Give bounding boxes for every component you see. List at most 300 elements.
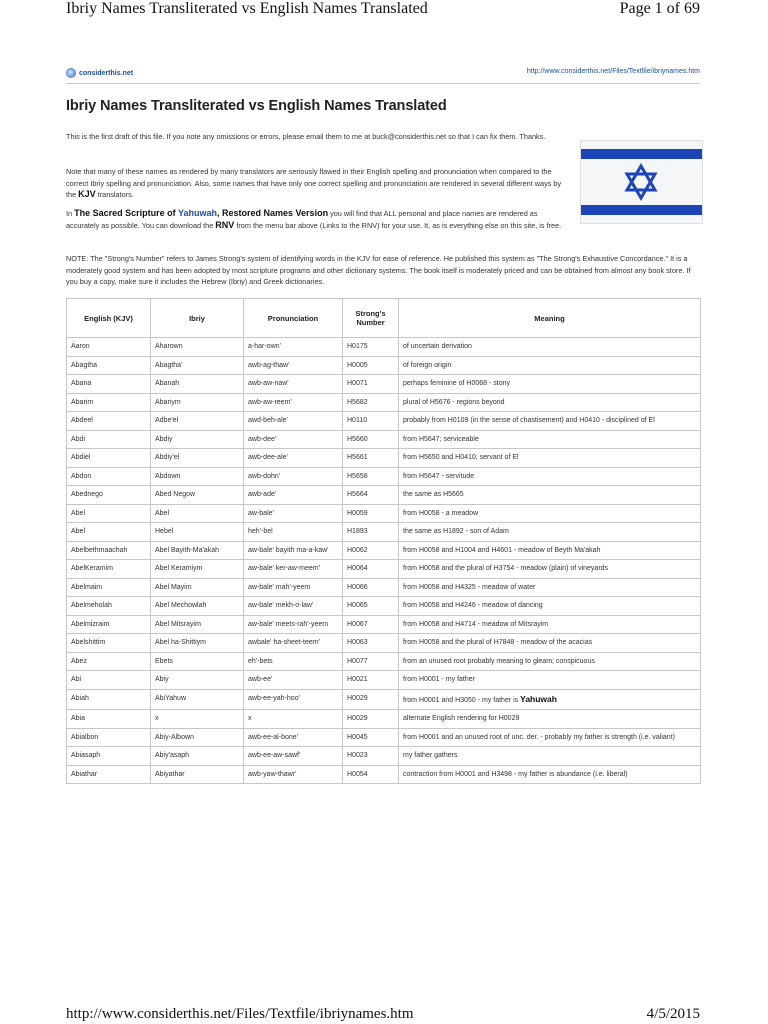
cell-ibriy — [151, 338, 244, 357]
intro-p3-text-a: In — [66, 209, 75, 218]
cell-pronunciation-text: aw-bale' meets-rah'-yeem — [248, 620, 329, 628]
table-row — [67, 652, 701, 671]
table-row — [67, 747, 701, 766]
cell-meaning-text: from H0058 and H4714 - meadow of Mitsrayim — [403, 620, 549, 628]
cell-strongs-text: H0066 — [347, 583, 368, 591]
cell-meaning-text: from H0001 - my father — [403, 676, 475, 683]
cell-english — [67, 523, 151, 542]
cell-meaning — [399, 356, 701, 375]
page-url-link[interactable]: http://www.considerthis.net/Files/Textfile/ibriynames.htm — [526, 68, 700, 75]
names-table — [66, 298, 701, 784]
cell-meaning-text: from H5647; serviceable — [403, 435, 479, 443]
cell-ibriy-text: Abel Keramiym — [155, 565, 203, 572]
cell-pronunciation-text: aw-bale' mah'-yeem — [248, 583, 311, 591]
cell-ibriy — [151, 467, 244, 486]
intro-p2-text-b: translators. — [95, 190, 134, 199]
cell-strongs-text: H0175 — [347, 343, 368, 350]
cell-ibriy-text: Adbe'el — [155, 417, 179, 424]
cell-pronunciation — [244, 449, 343, 468]
table-row — [67, 615, 701, 634]
footer-date: 4/5/2015 — [646, 1006, 700, 1022]
cell-strongs-text: H0071 — [347, 380, 368, 387]
cell-strongs-text: H5682 — [347, 398, 368, 406]
cell-ibriy-text: Abel Mitsrayim — [155, 620, 201, 628]
cell-pronunciation-text: awb-ee-aw-sawf' — [248, 752, 301, 759]
cell-strongs-text: H0065 — [347, 602, 368, 609]
intro-paragraph-2 — [66, 166, 566, 201]
cell-english-text: Abednego — [71, 491, 103, 498]
cell-pronunciation-text: awb-dee-ale' — [248, 454, 288, 461]
cell-english-text: Abelbethmaachah — [71, 546, 128, 554]
flag-stripe-bottom — [581, 205, 702, 215]
intro-paragraph-1: This is the first draft of this file. If you note any omissions or errors, please email them to me at buck@considerthis.net so that I can fix them. Thanks. — [66, 132, 546, 141]
cell-english-text: Abelmizraim — [71, 620, 110, 628]
cell-english — [67, 578, 151, 597]
table-row — [67, 728, 701, 747]
cell-meaning — [399, 541, 701, 560]
cell-strongs-text: H0062 — [347, 546, 368, 554]
cell-english-text: Abana — [71, 380, 92, 387]
table-row — [67, 671, 701, 690]
print-header — [0, 0, 768, 22]
cell-ibriy — [151, 486, 244, 505]
cell-ibriy — [151, 504, 244, 523]
cell-ibriy — [151, 710, 244, 729]
cell-strongs — [343, 747, 399, 766]
cell-english-text: Abez — [71, 657, 87, 665]
cell-english-text: Abdi — [71, 435, 86, 443]
cell-meaning — [399, 375, 701, 394]
cell-strongs — [343, 541, 399, 560]
footer-url: http://www.considerthis.net/Files/Textfile/ibriynames.htm — [66, 1006, 414, 1022]
cell-pronunciation — [244, 393, 343, 412]
cell-pronunciation-text: awb-aw-naw' — [248, 380, 289, 387]
kjv-abbrev: KJV — [78, 189, 96, 199]
cell-strongs — [343, 560, 399, 579]
table-body — [67, 338, 701, 784]
cell-pronunciation — [244, 615, 343, 634]
cell-pronunciation-text: x — [248, 715, 252, 722]
flag-stripe-top — [581, 149, 702, 159]
cell-ibriy — [151, 541, 244, 560]
cell-meaning — [399, 486, 701, 505]
cell-meaning — [399, 560, 701, 579]
globe-icon — [66, 68, 76, 78]
cell-ibriy-text: Abed Negow — [155, 491, 196, 498]
table-row — [67, 504, 701, 523]
cell-pronunciation-text: awbale' ha-sheet-teem' — [248, 639, 320, 646]
cell-pronunciation-text: awb-aw-reem' — [248, 398, 292, 406]
cell-pronunciation-text: eh'-bets — [248, 657, 273, 665]
cell-ibriy — [151, 578, 244, 597]
cell-strongs-text: H0045 — [347, 733, 368, 741]
cell-meaning-text: from H0001 and an unused root of unc. der. - probably my father is strength (i.e. valiant) — [403, 733, 675, 741]
cell-pronunciation-text: awb-ee-al-bone' — [248, 733, 298, 741]
page-number: Page 1 of 69 — [619, 0, 700, 17]
cell-pronunciation — [244, 652, 343, 671]
cell-ibriy-text: Hebel — [155, 528, 174, 535]
cell-strongs — [343, 597, 399, 616]
cell-meaning-text: contraction from H0001 and H3498 - my father is abundance (i.e. liberal) — [403, 770, 628, 778]
table-row — [67, 541, 701, 560]
cell-strongs — [343, 615, 399, 634]
cell-english — [67, 765, 151, 784]
cell-pronunciation-text: aw-bale' bayith ma-a-kaw' — [248, 546, 329, 554]
cell-strongs-text: H5664 — [347, 491, 368, 498]
cell-meaning-text: from H5647 - servitude — [403, 472, 475, 480]
cell-ibriy-text: Abanah — [155, 380, 180, 387]
cell-english — [67, 393, 151, 412]
star-of-david-icon — [622, 163, 660, 201]
cell-meaning-text: the same as H1892 - son of Adam — [403, 528, 509, 535]
cell-ibriy-text: Abiy'asaph — [155, 752, 190, 759]
table-row — [67, 689, 701, 710]
cell-strongs — [343, 728, 399, 747]
table-row — [67, 597, 701, 616]
cell-meaning — [399, 449, 701, 468]
cell-meaning-text: of foreign origin — [403, 361, 452, 369]
yahuwah-name: Yahuwah — [178, 208, 218, 218]
cell-strongs — [343, 375, 399, 394]
header-ibriy: Ibriy — [151, 299, 244, 338]
cell-english — [67, 689, 151, 710]
cell-ibriy — [151, 689, 244, 710]
cell-english — [67, 486, 151, 505]
cell-meaning — [399, 747, 701, 766]
cell-strongs-text: H0077 — [347, 657, 368, 665]
cell-ibriy-text: Abiyathar — [155, 770, 185, 778]
cell-meaning-text: from H0058 and the plural of H7848 - meadow of the acacias — [403, 639, 593, 646]
cell-meaning-text: my father gathers — [403, 752, 458, 759]
cell-ibriy-text: x — [155, 715, 159, 722]
cell-english — [67, 412, 151, 431]
table-row — [67, 430, 701, 449]
cell-meaning-text: from H0058 and H4246 - meadow of dancing — [403, 602, 543, 609]
cell-english — [67, 504, 151, 523]
cell-ibriy-text: AbiYahuw — [155, 694, 187, 702]
cell-english-text: Abarim — [71, 398, 94, 406]
cell-english — [67, 338, 151, 357]
cell-pronunciation — [244, 597, 343, 616]
cell-meaning-text: from H5650 and H0410; servant of El — [403, 454, 519, 461]
cell-ibriy — [151, 356, 244, 375]
table-row — [67, 356, 701, 375]
cell-ibriy-text: Abariym — [155, 398, 181, 406]
cell-meaning-text: from an unused root probably meaning to gleam; conspicuous — [403, 657, 595, 665]
cell-english-text: Aaron — [71, 343, 90, 350]
cell-meaning-text: plural of H5676 - regions beyond — [403, 398, 505, 406]
table-row — [67, 523, 701, 542]
cell-pronunciation-text: aw-bale' mekh-o-law' — [248, 602, 314, 609]
cell-meaning-text: of uncertain derivation — [403, 343, 472, 350]
cell-meaning-text: from H0001 and H3050 - my father is — [403, 696, 521, 704]
cell-pronunciation — [244, 523, 343, 542]
cell-pronunciation — [244, 375, 343, 394]
table-row — [67, 710, 701, 729]
cell-meaning — [399, 652, 701, 671]
cell-english-text: Abiah — [71, 694, 89, 702]
table-row — [67, 560, 701, 579]
intro-paragraph-3 — [66, 208, 566, 231]
cell-meaning-text: probably from H0109 (in the sense of chastisement) and H0410 - disciplined of El — [403, 417, 655, 424]
cell-pronunciation-text: awb-dohn' — [248, 472, 281, 480]
table-row — [67, 765, 701, 784]
cell-meaning — [399, 578, 701, 597]
cell-pronunciation — [244, 578, 343, 597]
cell-strongs — [343, 523, 399, 542]
cell-pronunciation-text: awb-yaw-thawr' — [248, 770, 297, 778]
cell-ibriy-text: Abdown — [155, 472, 181, 480]
cell-meaning — [399, 671, 701, 690]
site-logo-text: considerthis.net — [79, 69, 134, 77]
intro-p3-text-c: from the menu bar above (Links to the RNV) for your use. It, as is everything else on this site, is free. — [234, 220, 562, 230]
cell-pronunciation — [244, 671, 343, 690]
cell-meaning — [399, 504, 701, 523]
cell-strongs-text: H0029 — [347, 715, 368, 722]
cell-strongs — [343, 765, 399, 784]
cell-strongs — [343, 430, 399, 449]
cell-english — [67, 356, 151, 375]
cell-meaning — [399, 412, 701, 431]
cell-strongs — [343, 578, 399, 597]
cell-pronunciation-text: awb-dee' — [248, 435, 277, 443]
cell-ibriy — [151, 765, 244, 784]
cell-strongs — [343, 710, 399, 729]
cell-pronunciation — [244, 430, 343, 449]
rnv-abbrev: RNV — [215, 219, 235, 230]
cell-english-text: Abiathar — [71, 770, 98, 778]
cell-english-text: Abel — [71, 528, 86, 535]
cell-strongs — [343, 504, 399, 523]
cell-english-text: Abelmaim — [71, 583, 103, 591]
cell-pronunciation — [244, 728, 343, 747]
header-english: English (KJV) — [67, 299, 151, 338]
cell-meaning-text: alternate English rendering for H0029 — [403, 715, 520, 722]
site-logo[interactable] — [66, 68, 133, 78]
page-title: Ibriy Names Transliterated vs English Names Translated — [66, 98, 447, 114]
cell-pronunciation-text: awb-ee' — [248, 676, 273, 683]
cell-ibriy-text: Abel Mechowlah — [155, 602, 207, 609]
cell-pronunciation-text: awb-ee-yah-hoo' — [248, 694, 300, 702]
cell-english — [67, 671, 151, 690]
cell-english — [67, 375, 151, 394]
cell-meaning-text: from H0058 and the plural of H3754 - meadow (plain) of vineyards — [403, 565, 609, 572]
cell-english — [67, 747, 151, 766]
cell-strongs — [343, 356, 399, 375]
cell-meaning-text: from H0058 - a meadow — [403, 509, 479, 517]
cell-strongs-text: H0063 — [347, 639, 368, 646]
table-row — [67, 393, 701, 412]
print-header-title: Ibriy Names Transliterated vs English Names Translated — [66, 0, 428, 17]
cell-strongs — [343, 634, 399, 653]
cell-meaning — [399, 523, 701, 542]
cell-english-text: Abel — [71, 509, 86, 517]
cell-english — [67, 467, 151, 486]
cell-english-text: Abialbon — [71, 733, 99, 741]
cell-pronunciation — [244, 486, 343, 505]
cell-meaning — [399, 728, 701, 747]
cell-ibriy — [151, 523, 244, 542]
cell-english-text: Abdon — [71, 472, 92, 480]
cell-strongs-text: H0005 — [347, 361, 368, 369]
cell-strongs-text: H0029 — [347, 694, 368, 702]
cell-ibriy-text: Abel Mayim — [155, 583, 192, 591]
cell-pronunciation — [244, 634, 343, 653]
table-row — [67, 338, 701, 357]
cell-pronunciation — [244, 412, 343, 431]
cell-english-text: Abia — [71, 715, 86, 722]
table-row — [67, 449, 701, 468]
cell-english-text: Abdeel — [71, 417, 93, 424]
book-title-b: , Restored Names Version — [217, 208, 329, 218]
cell-ibriy — [151, 728, 244, 747]
cell-pronunciation-text: awb-ade' — [248, 491, 277, 498]
cell-meaning-text: perhaps feminine of H0068 - stony — [403, 380, 511, 387]
cell-ibriy — [151, 560, 244, 579]
intro-p2-text-a: Note that many of these names as rendered by many translators are seriously flawed in their English spelling and pronunciation when compared to the correct Ibriy spelling and pronunciation. Also, some names that have only one correct spelling and pronunciation are rendered in several different ways by the — [66, 167, 562, 199]
table-row — [67, 634, 701, 653]
cell-ibriy — [151, 634, 244, 653]
cell-pronunciation — [244, 689, 343, 710]
cell-english-text: AbelKeramim — [71, 565, 114, 572]
intro-paragraph-4: NOTE: The "Strong's Number" refers to James Strong's system of identifying words in the KJV for ease of reference. He published this system as "The Strong's Exhaustive Concordance." It is a moderately good system and has been adopted by most scripture programs and other dictionary systems. The book itself is moderately priced and can be obtained from almost any book store. If you buy a copy, make sure it includes the Hebrew (Ibriy) and Greek dictionaries. — [66, 254, 691, 286]
cell-pronunciation-text: aw-bale' ker-aw-meem' — [248, 565, 320, 572]
header-meaning: Meaning — [399, 299, 701, 338]
cell-pronunciation — [244, 338, 343, 357]
table-row — [67, 578, 701, 597]
table-row — [67, 375, 701, 394]
cell-english-text: Abelmeholah — [71, 602, 112, 609]
cell-pronunciation — [244, 356, 343, 375]
cell-ibriy — [151, 412, 244, 431]
cell-meaning — [399, 765, 701, 784]
cell-english — [67, 710, 151, 729]
cell-strongs-text: H1893 — [347, 528, 368, 535]
cell-english-text: Abiasaph — [71, 752, 101, 759]
cell-meaning — [399, 597, 701, 616]
cell-meaning — [399, 710, 701, 729]
cell-ibriy-text: Abagtha' — [155, 361, 183, 369]
cell-english — [67, 597, 151, 616]
cell-pronunciation-text: heh'-bel — [248, 528, 273, 535]
cell-ibriy-text: Abiy-Albown — [155, 733, 194, 741]
cell-pronunciation — [244, 560, 343, 579]
cell-pronunciation — [244, 747, 343, 766]
cell-ibriy — [151, 375, 244, 394]
israel-flag-image — [580, 140, 703, 224]
cell-pronunciation — [244, 710, 343, 729]
cell-meaning — [399, 393, 701, 412]
cell-strongs-text: H5658 — [347, 472, 368, 480]
cell-ibriy-text: Abel Bayith-Ma'akah — [155, 546, 219, 554]
cell-strongs — [343, 393, 399, 412]
cell-ibriy-text: Aharown — [155, 343, 183, 350]
cell-strongs — [343, 486, 399, 505]
cell-strongs-text: H0059 — [347, 509, 368, 517]
table-row — [67, 412, 701, 431]
cell-ibriy — [151, 597, 244, 616]
cell-strongs-text: H0110 — [347, 417, 368, 424]
cell-strongs — [343, 652, 399, 671]
cell-english-text: Abdiel — [71, 454, 91, 461]
cell-pronunciation-text: aw-bale' — [248, 509, 274, 517]
cell-ibriy-text: Abel ha-Shittiym — [155, 639, 206, 646]
cell-ibriy-text: Abdiy'el — [155, 454, 180, 461]
cell-strongs — [343, 467, 399, 486]
cell-english — [67, 560, 151, 579]
header-strongs — [343, 299, 399, 338]
cell-meaning — [399, 689, 701, 710]
cell-strongs-text: H0021 — [347, 676, 368, 683]
cell-english-text: Abagtha — [71, 361, 98, 369]
cell-english — [67, 728, 151, 747]
cell-strongs-text: H0023 — [347, 752, 368, 759]
cell-english — [67, 615, 151, 634]
table-row — [67, 486, 701, 505]
yahuwah-name: Yahuwah — [520, 693, 557, 704]
cell-pronunciation-text: awd-beh-ale' — [248, 417, 288, 424]
cell-ibriy — [151, 747, 244, 766]
cell-ibriy-text: Ebets — [155, 657, 173, 665]
cell-ibriy — [151, 615, 244, 634]
cell-pronunciation — [244, 467, 343, 486]
cell-ibriy-text: Abiy — [155, 676, 169, 683]
cell-meaning — [399, 430, 701, 449]
cell-strongs-text: H0064 — [347, 565, 368, 572]
cell-strongs-text: H5661 — [347, 454, 368, 461]
cell-pronunciation — [244, 541, 343, 560]
cell-meaning-text: from H0058 and H1004 and H4601 - meadow of Beyth Ma'akah — [403, 546, 601, 554]
header-pronunciation: Pronunciation — [244, 299, 343, 338]
cell-english — [67, 634, 151, 653]
cell-strongs — [343, 671, 399, 690]
cell-ibriy — [151, 671, 244, 690]
cell-english-text: Abelshittim — [71, 639, 106, 646]
cell-strongs-text: H0067 — [347, 620, 368, 628]
cell-ibriy — [151, 652, 244, 671]
cell-ibriy — [151, 449, 244, 468]
cell-strongs — [343, 412, 399, 431]
cell-ibriy-text: Abdiy — [155, 435, 173, 443]
cell-pronunciation-text: a-har-own' — [248, 343, 281, 350]
header-strongs-line1: Strong's — [355, 309, 386, 318]
cell-pronunciation-text: awb-ag-thaw' — [248, 361, 290, 369]
cell-pronunciation — [244, 504, 343, 523]
cell-meaning — [399, 467, 701, 486]
table-row — [67, 467, 701, 486]
cell-english — [67, 449, 151, 468]
book-title-a: The Sacred Scripture of — [74, 208, 178, 218]
cell-strongs — [343, 449, 399, 468]
cell-english — [67, 430, 151, 449]
cell-strongs — [343, 338, 399, 357]
intro-p3-text-b: you will find that ALL personal and place names are rendered as accurately as possible. You can download the — [66, 209, 538, 230]
cell-meaning — [399, 634, 701, 653]
cell-english — [67, 652, 151, 671]
cell-ibriy — [151, 393, 244, 412]
cell-ibriy — [151, 430, 244, 449]
cell-strongs-text: H0054 — [347, 770, 368, 778]
cell-strongs-text: H5660 — [347, 435, 368, 443]
cell-english-text: Abi — [71, 676, 82, 683]
header-strongs-line2: Number — [356, 318, 385, 327]
site-bar — [66, 68, 700, 82]
table-header-row — [67, 299, 701, 338]
divider — [66, 83, 700, 84]
cell-meaning-text: the same as H5665 — [403, 491, 464, 498]
cell-ibriy-text: Abel — [155, 509, 170, 517]
cell-meaning-text: from H0058 and H4325 - meadow of water — [403, 583, 536, 591]
